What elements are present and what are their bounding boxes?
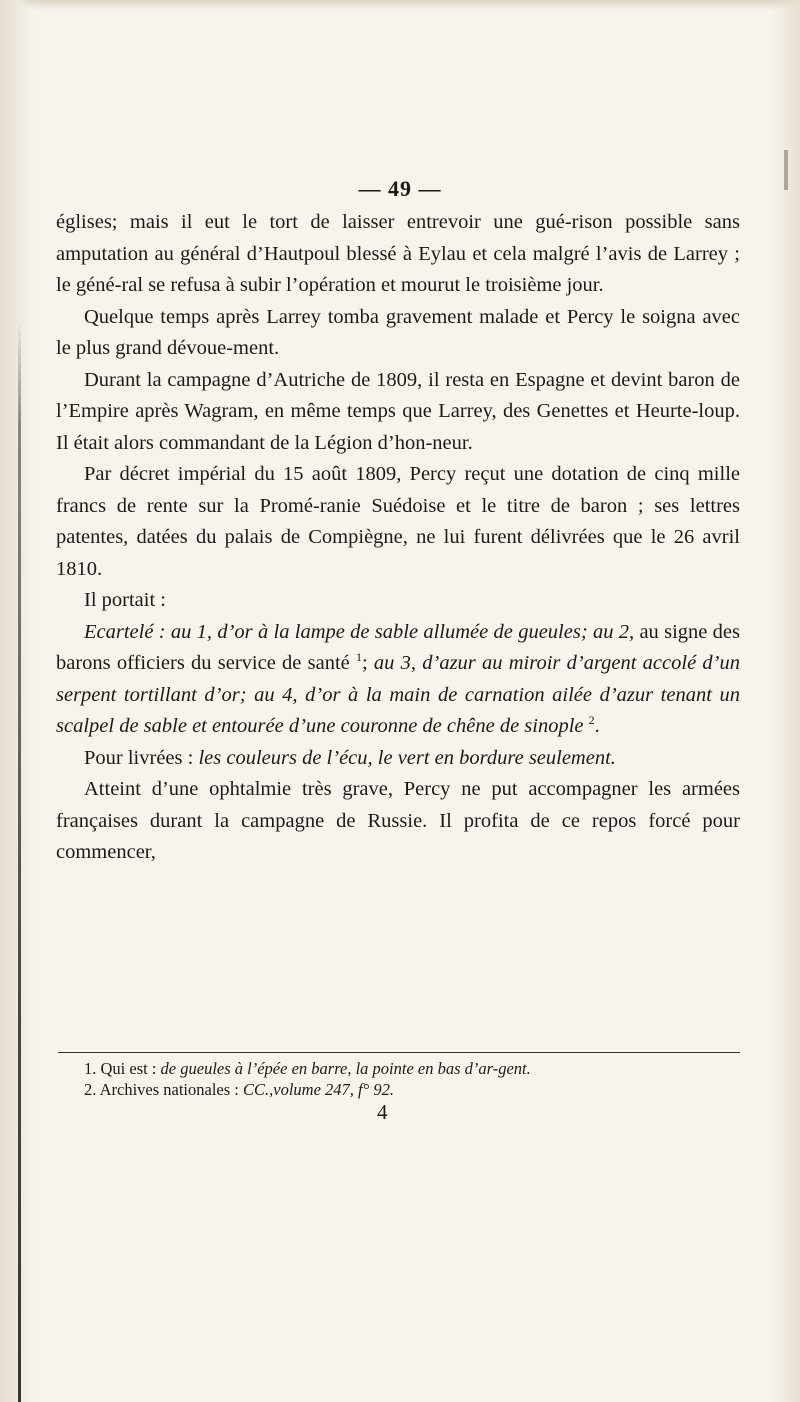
paragraph-1: églises; mais il eut le tort de laisser entrevoir une gué-rison possible sans amputation au général d’Hautpoul blessé à Eylau et cela malgré l’avis de Larrey ; le géné-ral se refusa à subir l’opération et mourut le troisième jour. bbox=[56, 211, 740, 296]
spine-line bbox=[18, 320, 21, 1402]
paragraph-7-livrees bbox=[56, 743, 740, 775]
paragraph-6-blazon bbox=[56, 617, 740, 743]
footnote-1-italic: de gueules à l’épée en barre, la pointe en bas d’ar-gent. bbox=[160, 1059, 531, 1078]
blazon-part-4: au 3, d’azur au miroir d’argent accolé d’un serpent tortillant d’or; au 4, d’or à la main de carnation ailée d’azur tenant un scalpel de sable et entourée d’une couronne de chêne de sinople bbox=[56, 652, 740, 737]
footnote-2-italic: CC.,volume 247, f° 92. bbox=[243, 1080, 394, 1099]
page-number: — 49 — bbox=[358, 176, 442, 201]
paragraph-8: Atteint d’une ophtalmie très grave, Percy ne put accompagner les armées françaises durant la campagne de Russie. Il profita de ce repos forcé pour commencer, bbox=[56, 778, 740, 863]
footnote-2-lead: 2. Archives nationales : bbox=[84, 1080, 244, 1099]
footnote-separator bbox=[58, 1052, 740, 1053]
footnote-ref-2[interactable]: 2 bbox=[588, 713, 595, 728]
footnote-1 bbox=[56, 1058, 740, 1079]
livrees-italic: les couleurs de l’écu, le vert en bordure seulement. bbox=[198, 746, 616, 769]
footnote-1-lead: 1. Qui est : bbox=[84, 1059, 161, 1078]
blazon-part-2: au signe des barons officiers du service de santé bbox=[56, 620, 740, 674]
blazon-part-5: . bbox=[594, 715, 600, 737]
footnote-2 bbox=[56, 1079, 740, 1100]
blazon-part-1: Ecartelé : au 1, d’or à la lampe de sable allumée de gueules; au 2, bbox=[84, 620, 635, 643]
body-text bbox=[56, 207, 740, 869]
paragraph-3: Durant la campagne d’Autriche de 1809, il resta en Espagne et devint baron de l’Empire après Wagram, en même temps que Larrey, des Genettes et Heurte-loup. Il était alors commandant de la Légion d’hon-neur. bbox=[56, 368, 740, 454]
paragraph-4: Par décret impérial du 15 août 1809, Percy reçut une dotation de cinq mille francs de rente sur la Promé-ranie Suédoise et le titre de baron ; ses lettres patentes, datées du palais de Compiègne, ne lui furent délivrées que le 26 avril 1810. bbox=[56, 463, 740, 580]
page-top-edge bbox=[0, 0, 800, 10]
footnote-ref-1[interactable]: 1 bbox=[355, 650, 362, 665]
signature-mark: 4 bbox=[377, 1100, 388, 1124]
blazon-part-3: ; bbox=[361, 652, 374, 674]
footnotes bbox=[56, 1058, 740, 1100]
paragraph-2: Quelque temps après Larrey tomba gravement malade et Percy le soigna avec le plus grand dévoue-ment. bbox=[56, 305, 740, 359]
paragraph-5: Il portait : bbox=[84, 589, 166, 611]
livrees-lead: Pour livrées : bbox=[84, 746, 199, 769]
page-right-edge bbox=[770, 0, 800, 1402]
